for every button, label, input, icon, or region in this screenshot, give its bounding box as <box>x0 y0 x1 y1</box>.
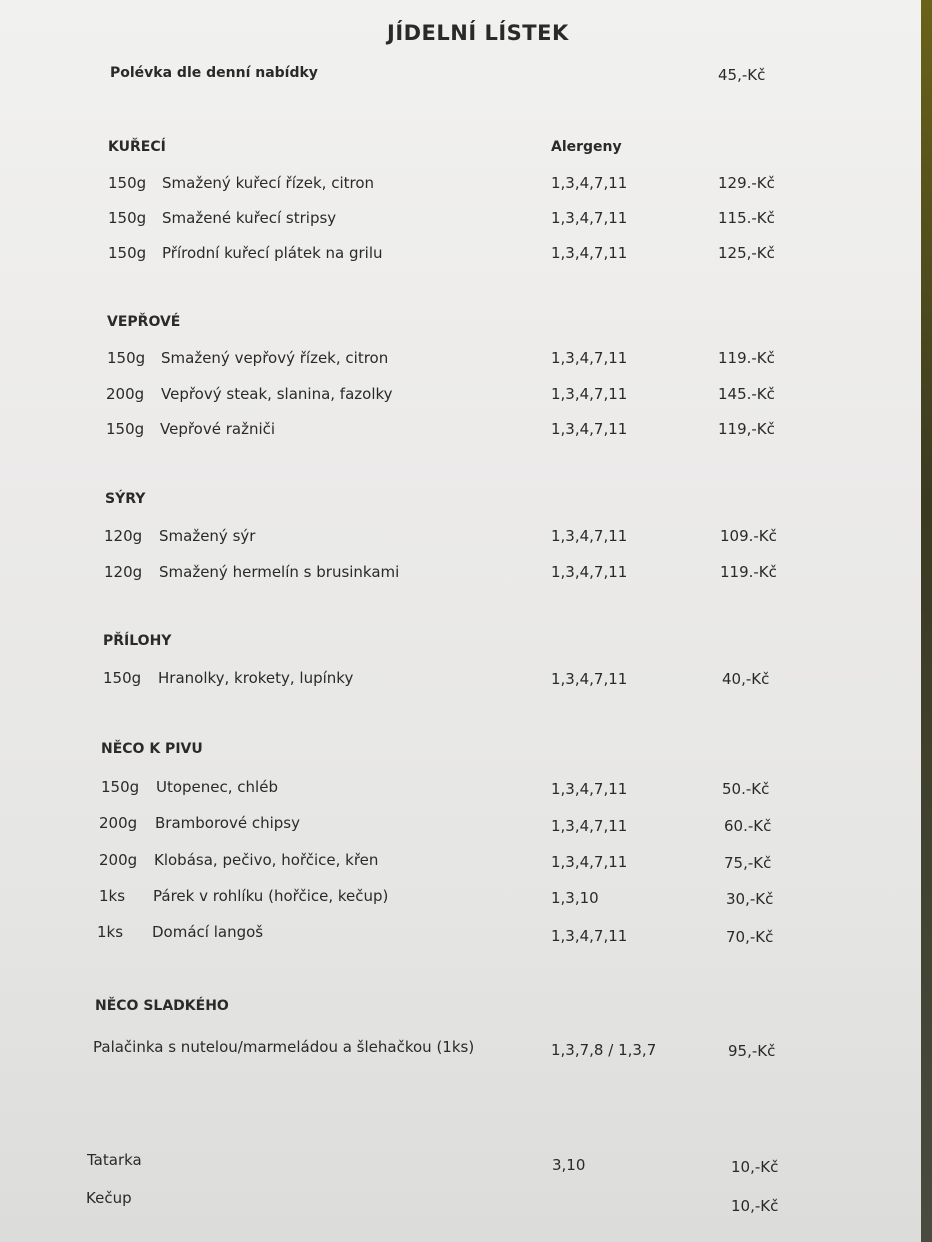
item-price: 109.-Kč <box>720 527 777 545</box>
item-price: 60.-Kč <box>724 817 772 835</box>
menu-title: JÍDELNÍ LÍSTEK <box>387 21 569 45</box>
item-name: Smažený hermelín s brusinkami <box>159 563 400 581</box>
section-heading-prilohy: PŘÍLOHY <box>103 633 172 649</box>
item-allergens: 1,3,7,8 / 1,3,7 <box>551 1041 657 1059</box>
item-qty: 200g <box>99 851 138 869</box>
item-price: 75,-Kč <box>724 854 772 872</box>
item-price: 30,-Kč <box>726 890 774 908</box>
item-allergens: 1,3,4,7,11 <box>551 780 628 798</box>
section-heading-neco-sladkeho: NĚCO SLADKÉHO <box>95 998 229 1014</box>
item-name: Vepřový steak, slanina, fazolky <box>161 385 393 403</box>
soup-price: 45,-Kč <box>718 66 766 84</box>
item-name: Hranolky, krokety, lupínky <box>158 669 354 687</box>
item-allergens: 1,3,4,7,11 <box>551 209 628 227</box>
item-name: Vepřové ražniči <box>160 420 276 438</box>
soup-name: Polévka dle denní nabídky <box>110 65 318 81</box>
item-name: Smažený kuřecí řízek, citron <box>162 174 375 192</box>
item-name: Utopenec, chléb <box>156 778 278 796</box>
item-qty: 200g <box>106 385 145 403</box>
item-qty: 150g <box>107 349 146 367</box>
item-name: Smažený vepřový řízek, citron <box>161 349 389 367</box>
extra-price: 10,-Kč <box>731 1197 779 1215</box>
section-heading-neco-k-pivu: NĚCO K PIVU <box>101 741 203 757</box>
section-heading-veprove: VEPŘOVÉ <box>107 314 181 330</box>
item-allergens: 1,3,4,7,11 <box>551 853 628 871</box>
item-qty: 1ks <box>97 923 124 941</box>
item-price: 115.-Kč <box>718 209 775 227</box>
item-qty: 150g <box>101 778 140 796</box>
item-allergens: 1,3,4,7,11 <box>551 349 628 367</box>
extra-allergens: 3,10 <box>552 1156 586 1174</box>
item-allergens: 1,3,4,7,11 <box>551 420 628 438</box>
background-edge <box>921 0 932 1242</box>
item-qty: 200g <box>99 814 138 832</box>
extra-name: Tatarka <box>87 1151 142 1169</box>
item-name: Bramborové chipsy <box>155 814 300 832</box>
item-allergens: 1,3,4,7,11 <box>551 174 628 192</box>
item-allergens: 1,3,4,7,11 <box>551 817 628 835</box>
item-allergens: 1,3,4,7,11 <box>551 527 628 545</box>
item-qty: 120g <box>104 563 143 581</box>
item-price: 129.-Kč <box>718 174 775 192</box>
section-heading-kureci: KUŘECÍ <box>108 139 166 155</box>
item-allergens: 1,3,4,7,11 <box>551 244 628 262</box>
item-qty: 150g <box>103 669 142 687</box>
allergens-column-header: Alergeny <box>551 139 622 155</box>
item-price: 95,-Kč <box>728 1042 776 1060</box>
item-qty: 150g <box>108 174 147 192</box>
item-name: Přírodní kuřecí plátek na grilu <box>162 244 383 262</box>
item-price: 145.-Kč <box>718 385 775 403</box>
item-qty: 150g <box>106 420 145 438</box>
section-heading-syry: SÝRY <box>105 491 146 507</box>
item-allergens: 1,3,4,7,11 <box>551 385 628 403</box>
item-allergens: 1,3,4,7,11 <box>551 927 628 945</box>
item-price: 119.-Kč <box>718 349 775 367</box>
item-qty: 120g <box>104 527 143 545</box>
item-price: 70,-Kč <box>726 928 774 946</box>
item-qty: 150g <box>108 209 147 227</box>
item-name: Domácí langoš <box>152 923 264 941</box>
item-price: 119.-Kč <box>720 563 777 581</box>
item-name: Párek v rohlíku (hořčice, kečup) <box>153 887 389 905</box>
item-name: Smažené kuřecí stripsy <box>162 209 337 227</box>
item-price: 119,-Kč <box>718 420 775 438</box>
extra-price: 10,-Kč <box>731 1158 779 1176</box>
item-allergens: 1,3,4,7,11 <box>551 563 628 581</box>
item-price: 40,-Kč <box>722 670 770 688</box>
item-allergens: 1,3,10 <box>551 889 599 907</box>
item-qty: 150g <box>108 244 147 262</box>
item-name: Palačinka s nutelou/marmeládou a šlehačkou (1ks) <box>93 1038 475 1056</box>
extra-name: Kečup <box>86 1189 132 1207</box>
item-qty: 1ks <box>99 887 126 905</box>
item-name: Smažený sýr <box>159 527 256 545</box>
item-name: Klobása, pečivo, hořčice, křen <box>154 851 379 869</box>
item-price: 50.-Kč <box>722 780 770 798</box>
item-allergens: 1,3,4,7,11 <box>551 670 628 688</box>
item-price: 125,-Kč <box>718 244 775 262</box>
